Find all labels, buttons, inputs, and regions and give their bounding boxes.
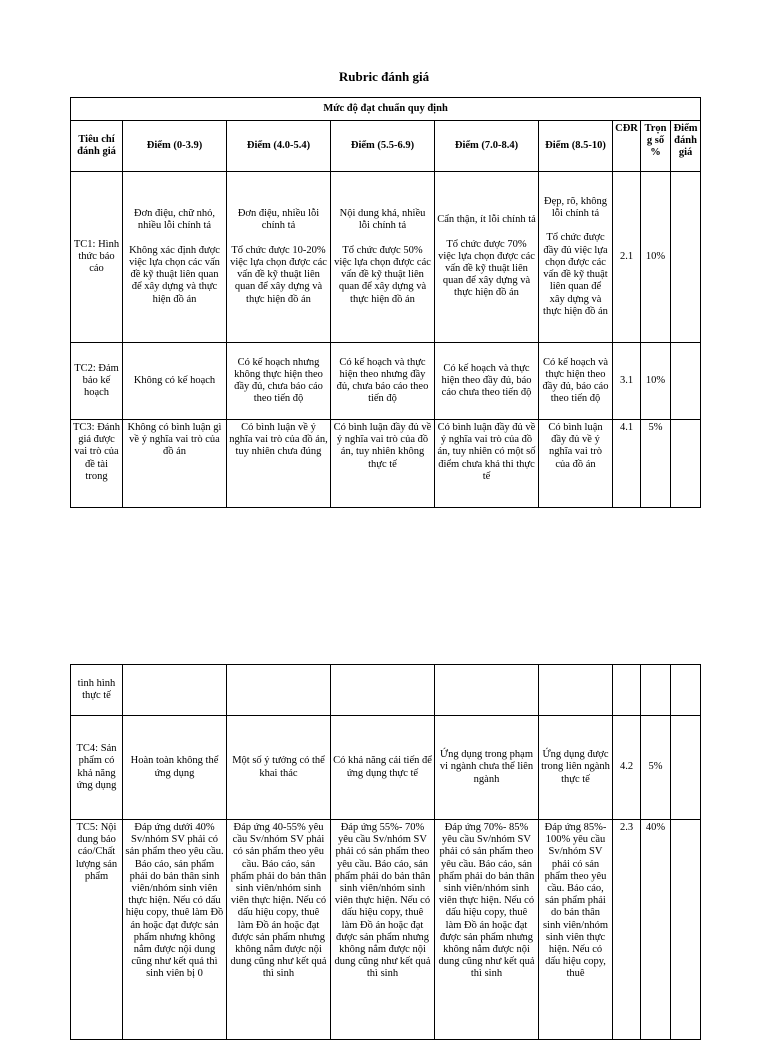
table-row (71, 343, 701, 420)
weight-cell: 5% (641, 420, 671, 508)
cdr-cell: 3.1 (613, 343, 641, 420)
header-score: Điểm đánh giá (671, 121, 701, 172)
level-cell: Ứng dụng trong phạm vi ngành chưa thể liên ngành (435, 716, 539, 820)
table-row (71, 665, 701, 716)
criteria-cell: TC4: Sản phẩm có khả năng ứng dụng (71, 716, 123, 820)
level-cell (539, 665, 613, 716)
level-cell: Có kế hoạch và thực hiện theo đầy đủ, báo cáo chưa theo tiến độ (435, 343, 539, 420)
level-cell: Ứng dụng được trong liên ngành thực tế (539, 716, 613, 820)
header-level-1: Điểm (0-3.9) (123, 121, 227, 172)
header-level-2: Điểm (4.0-5.4) (227, 121, 331, 172)
group-header: Mức độ đạt chuẩn quy định (71, 98, 701, 121)
header-level-5: Điểm (8.5-10) (539, 121, 613, 172)
score-cell (671, 716, 701, 820)
level-cell (123, 172, 227, 343)
level-cell (331, 665, 435, 716)
level-cell (435, 172, 539, 343)
cdr-cell (613, 665, 641, 716)
criteria-cell: TC5: Nội dung báo cáo/Chất lượng sản phẩm (71, 820, 123, 1040)
rubric-table-continued (70, 664, 701, 1040)
level-cell: Đáp ứng 40-55% yêu cầu Sv/nhóm SV phải có sản phẩm theo yêu cầu. Báo cáo, sản phẩm phải do bản thân sinh viên/nhóm sinh viên thực hiện. Nếu có dấu hiệu copy, thuê làm Đồ án hoặc đạt được sản phẩm nhưng không nắm được nội dung cũng như kết quả thì sinh (227, 820, 331, 1040)
cell-text: Đơn điệu, nhiều lỗi chính tả (237, 208, 320, 232)
cdr-cell: 2.1 (613, 172, 641, 343)
level-cell: Có kế hoạch và thực hiện theo nhưng đầy đủ, chưa báo cáo theo tiến độ (331, 343, 435, 420)
level-cell: Đáp ứng dưới 40% Sv/nhóm SV phải có sản phẩm theo yêu cầu. Báo cáo, sản phẩm phải do bản thân sinh viên/nhóm sinh viên thực hiện. Nếu có dấu hiệu copy, thuê làm Đồ án hoặc đạt được sản phẩm nhưng không nắm được nội dung cũng như kết quả thì sinh viên bị 0 (123, 820, 227, 1040)
weight-cell: 10% (641, 343, 671, 420)
level-cell: Không có kế hoạch (123, 343, 227, 420)
header-level-3: Điểm (5.5-6.9) (331, 121, 435, 172)
level-cell: Đáp ứng 70%- 85% yêu cầu Sv/nhóm SV phải có sản phẩm theo yêu cầu. Báo cáo, sản phẩm phải do bản thân sinh viên/nhóm sinh viên thực hiện. Nếu có dấu hiệu copy, thuê làm Đồ án hoặc đạt được sản phẩm nhưng không nắm được nội dung cũng như kết quả thì sinh (435, 820, 539, 1040)
level-cell: Một số ý tưởng có thể khai thác (227, 716, 331, 820)
level-cell: Có bình luận đầy đủ về ý nghĩa vai trò của đồ án (539, 420, 613, 508)
table-row (71, 820, 701, 1040)
weight-cell (641, 665, 671, 716)
weight-cell: 40% (641, 820, 671, 1040)
rubric-table (70, 97, 701, 508)
level-cell: Có bình luận đầy đủ về ý nghĩa vai trò của đồ án, tuy nhiên có một số điểm chưa khả thi thực tế (435, 420, 539, 508)
cell-text: Đơn điệu, chữ nhỏ, nhiều lỗi chính tả (134, 208, 215, 232)
level-cell: Không có bình luận gì về ý nghĩa vai trò của đồ án (123, 420, 227, 508)
table-row (71, 716, 701, 820)
cell-text: Cẩn thận, ít lỗi chính tả (437, 214, 536, 226)
score-cell (671, 820, 701, 1040)
level-cell (227, 665, 331, 716)
level-cell: Hoàn toàn không thể ứng dụng (123, 716, 227, 820)
level-cell (331, 172, 435, 343)
level-cell (435, 665, 539, 716)
cell-text: Tổ chức được 10-20% việc lựa chọn được các vấn đề kỹ thuật liên quan để xây dựng và thực hiện đồ án (230, 244, 327, 305)
cell-text: Nội dung khá, nhiều lỗi chính tả (339, 208, 426, 232)
level-cell (539, 172, 613, 343)
weight-cell: 5% (641, 716, 671, 820)
cdr-cell: 4.2 (613, 716, 641, 820)
cell-text: Tổ chức được đầy đủ việc lựa chọn được các vấn đề kỹ thuật liên quan để xây dựng và thực hiện đồ án (543, 232, 608, 317)
cell-text: Tổ chức được 70% việc lựa chọn được các vấn đề kỹ thuật liên quan để xây dựng và thực hiện đồ án (438, 238, 535, 299)
level-cell: Đáp ứng 85%- 100% yêu cầu Sv/nhóm SV phải có sản phẩm theo yêu cầu. Báo cáo, sản phẩm phải do bản thân sinh viên/nhóm sinh viên thực hiện. Nếu có dấu hiệu copy, thuê (539, 820, 613, 1040)
criteria-cell: TC2: Đảm bảo kế hoạch (71, 343, 123, 420)
cell-text: Không xác định được việc lựa chọn các vấn đề kỹ thuật liên quan để xây dựng và thực hiện đồ án (129, 244, 220, 305)
page-title: Rubric đánh giá (338, 69, 430, 84)
criteria-cell: TC3: Đánh giá được vai trò của đề tài trong (71, 420, 123, 508)
criteria-cell: tình hình thực tế (71, 665, 123, 716)
level-cell: Có kế hoạch và thực hiện theo đầy đủ, báo cáo theo tiến độ (539, 343, 613, 420)
level-cell (123, 665, 227, 716)
score-cell (671, 665, 701, 716)
header-criteria: Tiêu chí đánh giá (71, 121, 123, 172)
level-cell (227, 172, 331, 343)
cell-text: Tổ chức được 50% việc lựa chọn được các vấn đề kỹ thuật liên quan để xây dựng và thực hiện đồ án (334, 244, 431, 305)
score-cell (671, 420, 701, 508)
header-level-4: Điểm (7.0-8.4) (435, 121, 539, 172)
level-cell: Có bình luận đầy đủ về ý nghĩa vai trò của đồ án, tuy nhiên không thực tế (331, 420, 435, 508)
level-cell: Đáp ứng 55%- 70% yêu cầu Sv/nhóm SV phải có sản phẩm theo yêu cầu. Báo cáo, sản phẩm phải do bản thân sinh viên/nhóm sinh viên thực hiện. Nếu có dấu hiệu copy, thuê làm Đồ án hoặc đạt được sản phẩm nhưng không nắm được nội dung cũng như kết quả thì sinh (331, 820, 435, 1040)
header-weight: Trọng số % (641, 121, 671, 172)
criteria-cell: TC1: Hình thức báo cáo (71, 172, 123, 343)
cdr-cell: 2.3 (613, 820, 641, 1040)
level-cell: Có bình luận về ý nghĩa vai trò của đồ án, tuy nhiên chưa đúng (227, 420, 331, 508)
score-cell (671, 343, 701, 420)
cell-text: Đẹp, rõ, không lỗi chính tả (544, 196, 607, 220)
header-cdr: CĐR (613, 121, 641, 172)
score-cell (671, 172, 701, 343)
level-cell: Có kế hoạch nhưng không thực hiện theo đầy đủ, chưa báo cáo theo tiến độ (227, 343, 331, 420)
cdr-cell: 4.1 (613, 420, 641, 508)
table-row (71, 420, 701, 508)
level-cell: Có khả năng cải tiến để ứng dụng thực tế (331, 716, 435, 820)
weight-cell: 10% (641, 172, 671, 343)
table-row (71, 172, 701, 343)
